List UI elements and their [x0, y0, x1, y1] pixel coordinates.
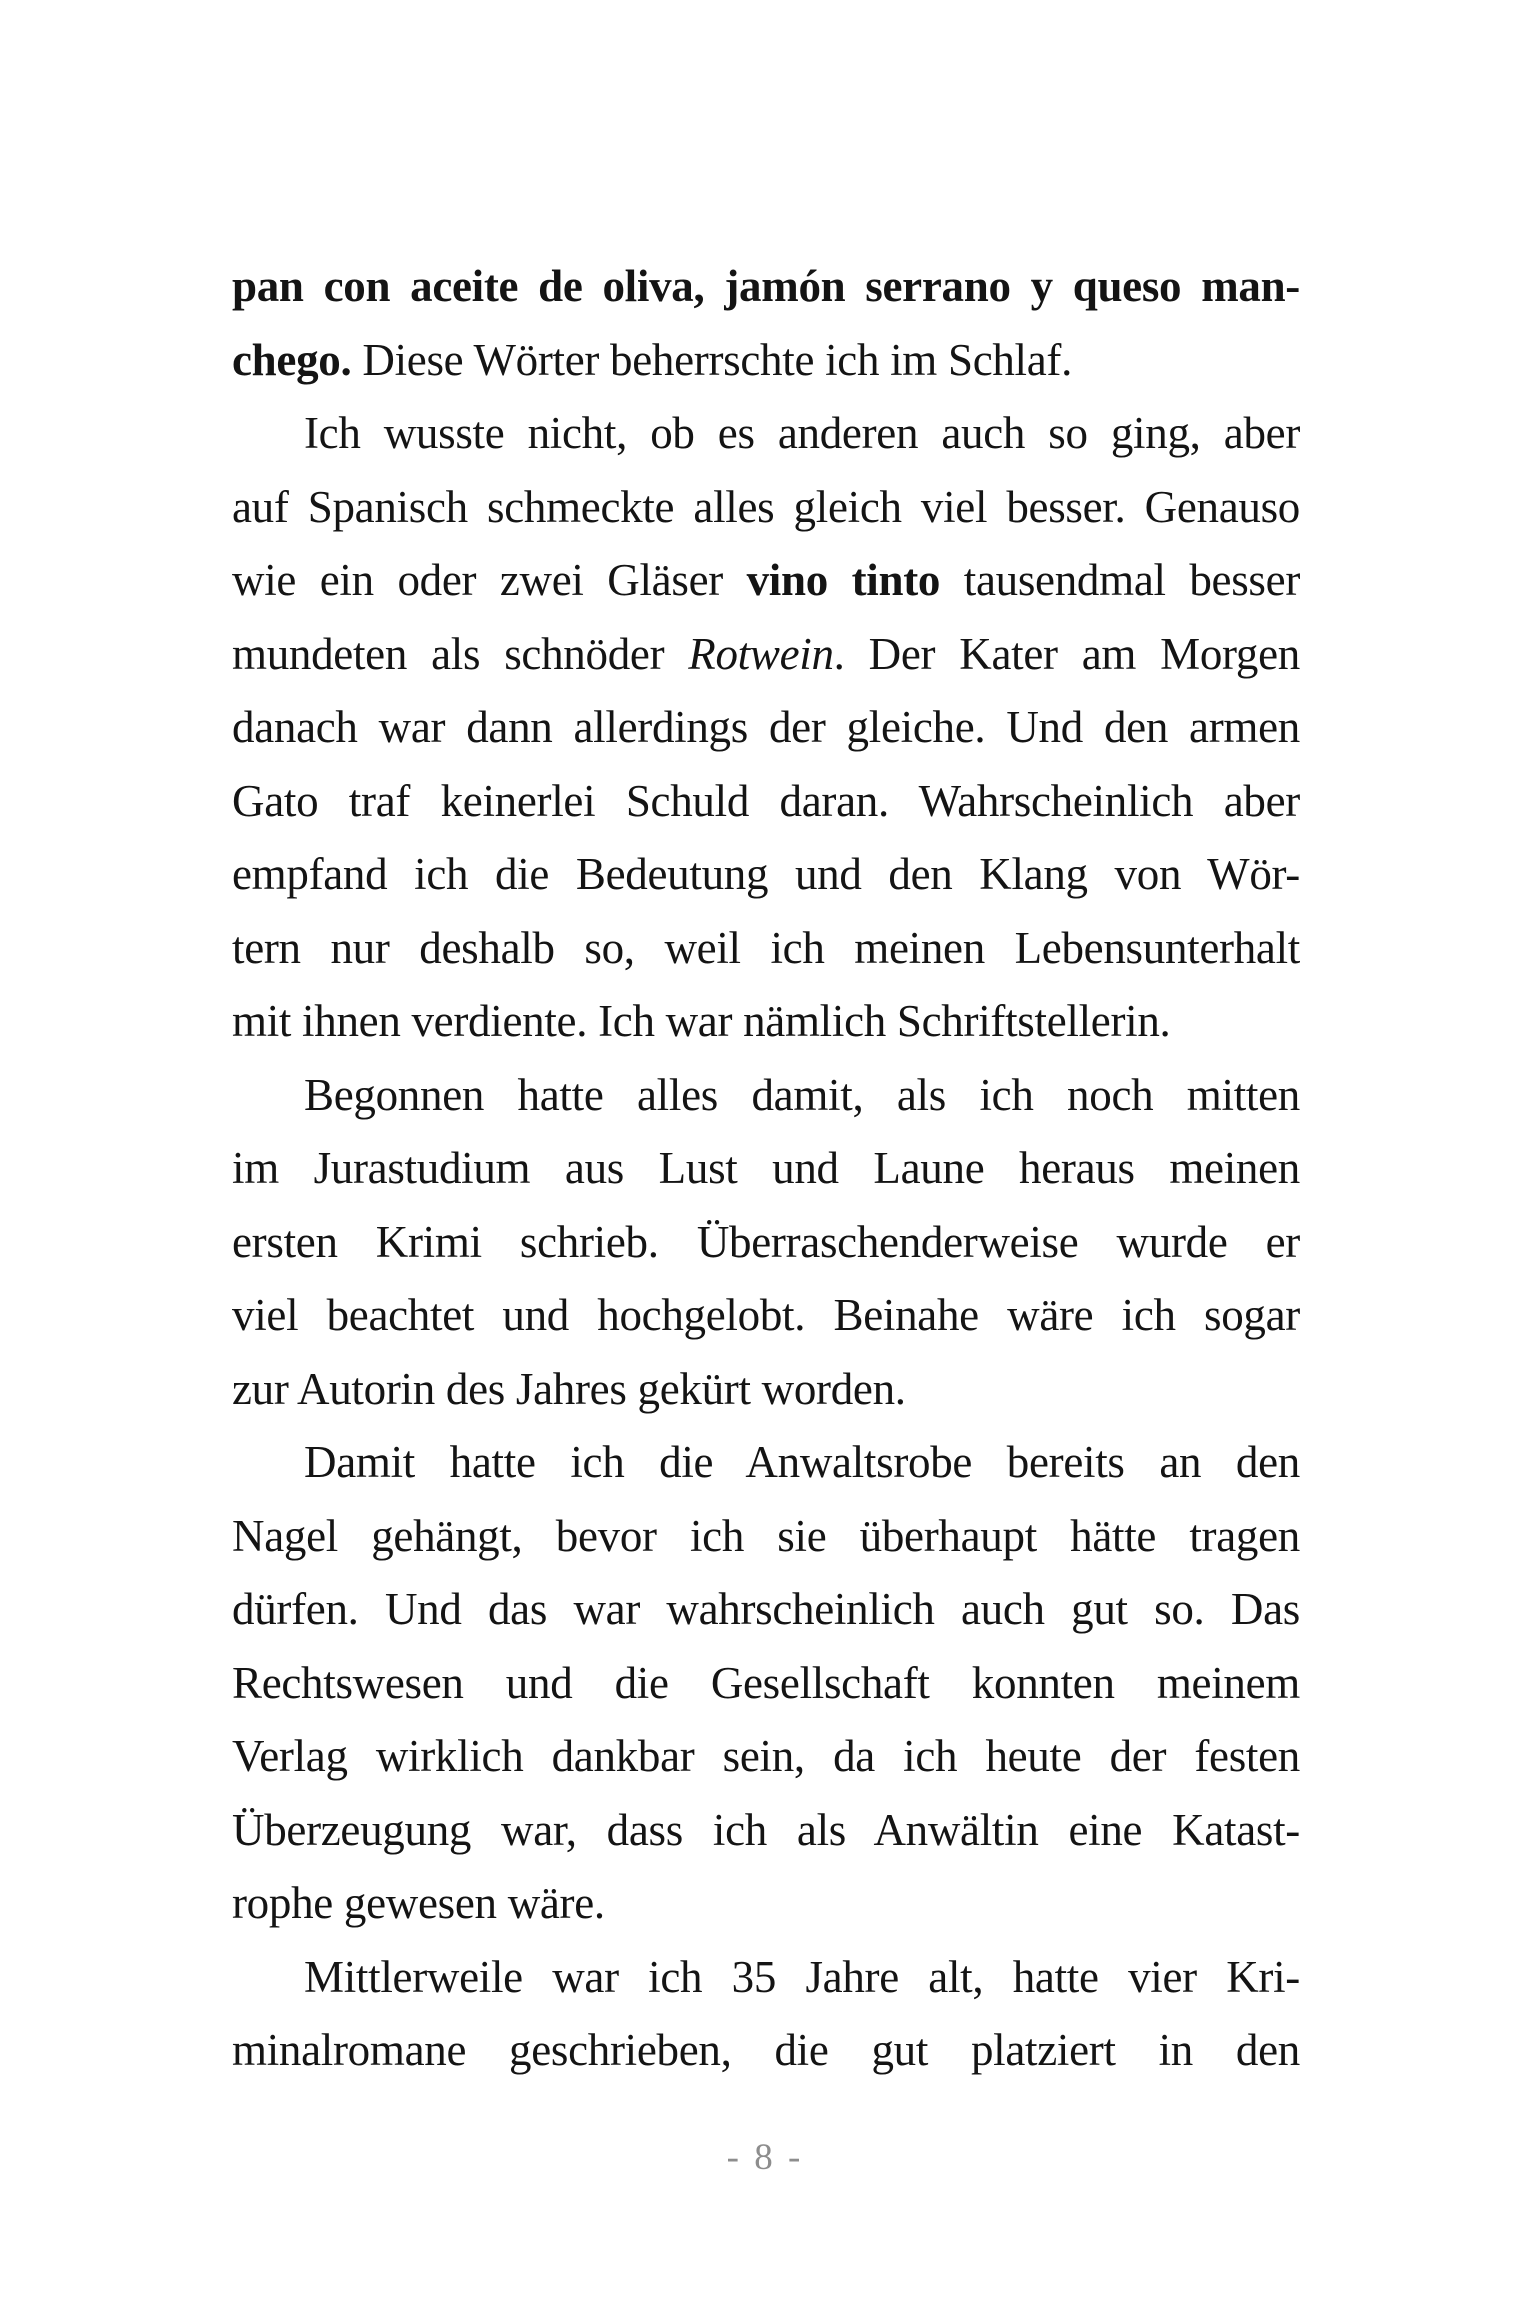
- text-line-1: [232, 250, 1300, 324]
- text-line-24: [232, 1941, 1300, 2015]
- text-line-17: [232, 1426, 1300, 1500]
- text-run: tern nur deshalb so, weil ich meinen Lebensunterhalt: [232, 922, 1300, 973]
- text-run: mit ihnen verdiente. Ich war nämlich Schriftstellerin.: [232, 996, 1171, 1046]
- text-line-4: [232, 471, 1300, 545]
- text-line-23: [232, 1867, 1300, 1941]
- text-line-10: [232, 912, 1300, 986]
- text-line-22: [232, 1794, 1300, 1868]
- text-run: Überzeugung war, dass ich als Anwältin eine Katast-: [232, 1804, 1300, 1855]
- text-run: danach war dann allerdings der gleiche. Und den armen: [232, 702, 1300, 752]
- text-line-6: [232, 618, 1300, 692]
- text-run: Rechtswesen und die Gesellschaft konnten meinem: [232, 1657, 1300, 1708]
- text-run: Mittlerweile war ich 35 Jahre alt, hatte vier Kri-: [304, 1951, 1300, 2002]
- text-run: zur Autorin des Jahres gekürt worden.: [232, 1363, 906, 1414]
- text-run: Ich wusste nicht, ob es anderen auch so ging, aber: [304, 408, 1300, 458]
- text-run: auf Spanisch schmeckte alles gleich viel besser. Genauso: [232, 481, 1300, 532]
- text-line-25: [232, 2014, 1300, 2088]
- text-line-18: [232, 1500, 1300, 1574]
- bold-text-run: chego.: [232, 334, 352, 385]
- text-line-13: [232, 1132, 1300, 1206]
- text-run: wie ein oder zwei Gläser: [232, 555, 747, 605]
- text-line-21: [232, 1720, 1300, 1794]
- page-number: - 8 -: [726, 2137, 804, 2178]
- text-line-11: [232, 985, 1300, 1059]
- text-line-16: [232, 1353, 1300, 1427]
- text-run: tausendmal besser: [940, 555, 1301, 605]
- text-line-19: [232, 1573, 1300, 1647]
- text-line-20: [232, 1647, 1300, 1721]
- text-line-12: [232, 1059, 1300, 1133]
- text-line-7: [232, 691, 1300, 765]
- text-line-3: [232, 397, 1300, 471]
- text-run: Begonnen hatte alles damit, als ich noch mitten: [304, 1069, 1300, 1120]
- italic-text-run: Rotwein: [688, 628, 834, 679]
- text-run: dürfen. Und das war wahrscheinlich auch gut so. Das: [232, 1584, 1300, 1634]
- text-line-15: [232, 1279, 1300, 1353]
- text-line-9: [232, 838, 1300, 912]
- bold-text-run: vino tinto: [746, 555, 941, 605]
- text-run: mundeten als schnöder: [232, 628, 689, 679]
- bold-text-run: pan con aceite de oliva, jamón serrano y queso man-: [232, 261, 1300, 311]
- text-line-8: [232, 765, 1300, 839]
- text-run: rophe gewesen wäre.: [232, 1878, 605, 1928]
- text-run: im Jurastudium aus Lust und Laune heraus meinen: [232, 1143, 1300, 1193]
- text-run: empfand ich die Bedeutung und den Klang von Wör-: [232, 849, 1300, 899]
- text-run: Verlag wirklich dankbar sein, da ich heute der festen: [232, 1731, 1300, 1781]
- text-run: Diese Wörter beherrschte ich im Schlaf.: [351, 334, 1073, 385]
- text-run: Gato traf keinerlei Schuld daran. Wahrscheinlich aber: [232, 775, 1300, 826]
- text-line-5: [232, 544, 1300, 618]
- text-run: Nagel gehängt, bevor ich sie überhaupt hätte tragen: [232, 1510, 1300, 1561]
- text-line-2: [232, 324, 1300, 398]
- text-run: minalromane geschrieben, die gut platziert in den: [232, 2025, 1300, 2075]
- text-run: Damit hatte ich die Anwaltsrobe bereits an den: [304, 1437, 1300, 1487]
- text-run: . Der Kater am Morgen: [833, 628, 1300, 679]
- body-text: [232, 250, 1300, 2088]
- text-run: viel beachtet und hochgelobt. Beinahe wäre ich sogar: [232, 1290, 1300, 1340]
- text-run: ersten Krimi schrieb. Überraschenderweise wurde er: [232, 1216, 1300, 1267]
- text-line-14: [232, 1206, 1300, 1280]
